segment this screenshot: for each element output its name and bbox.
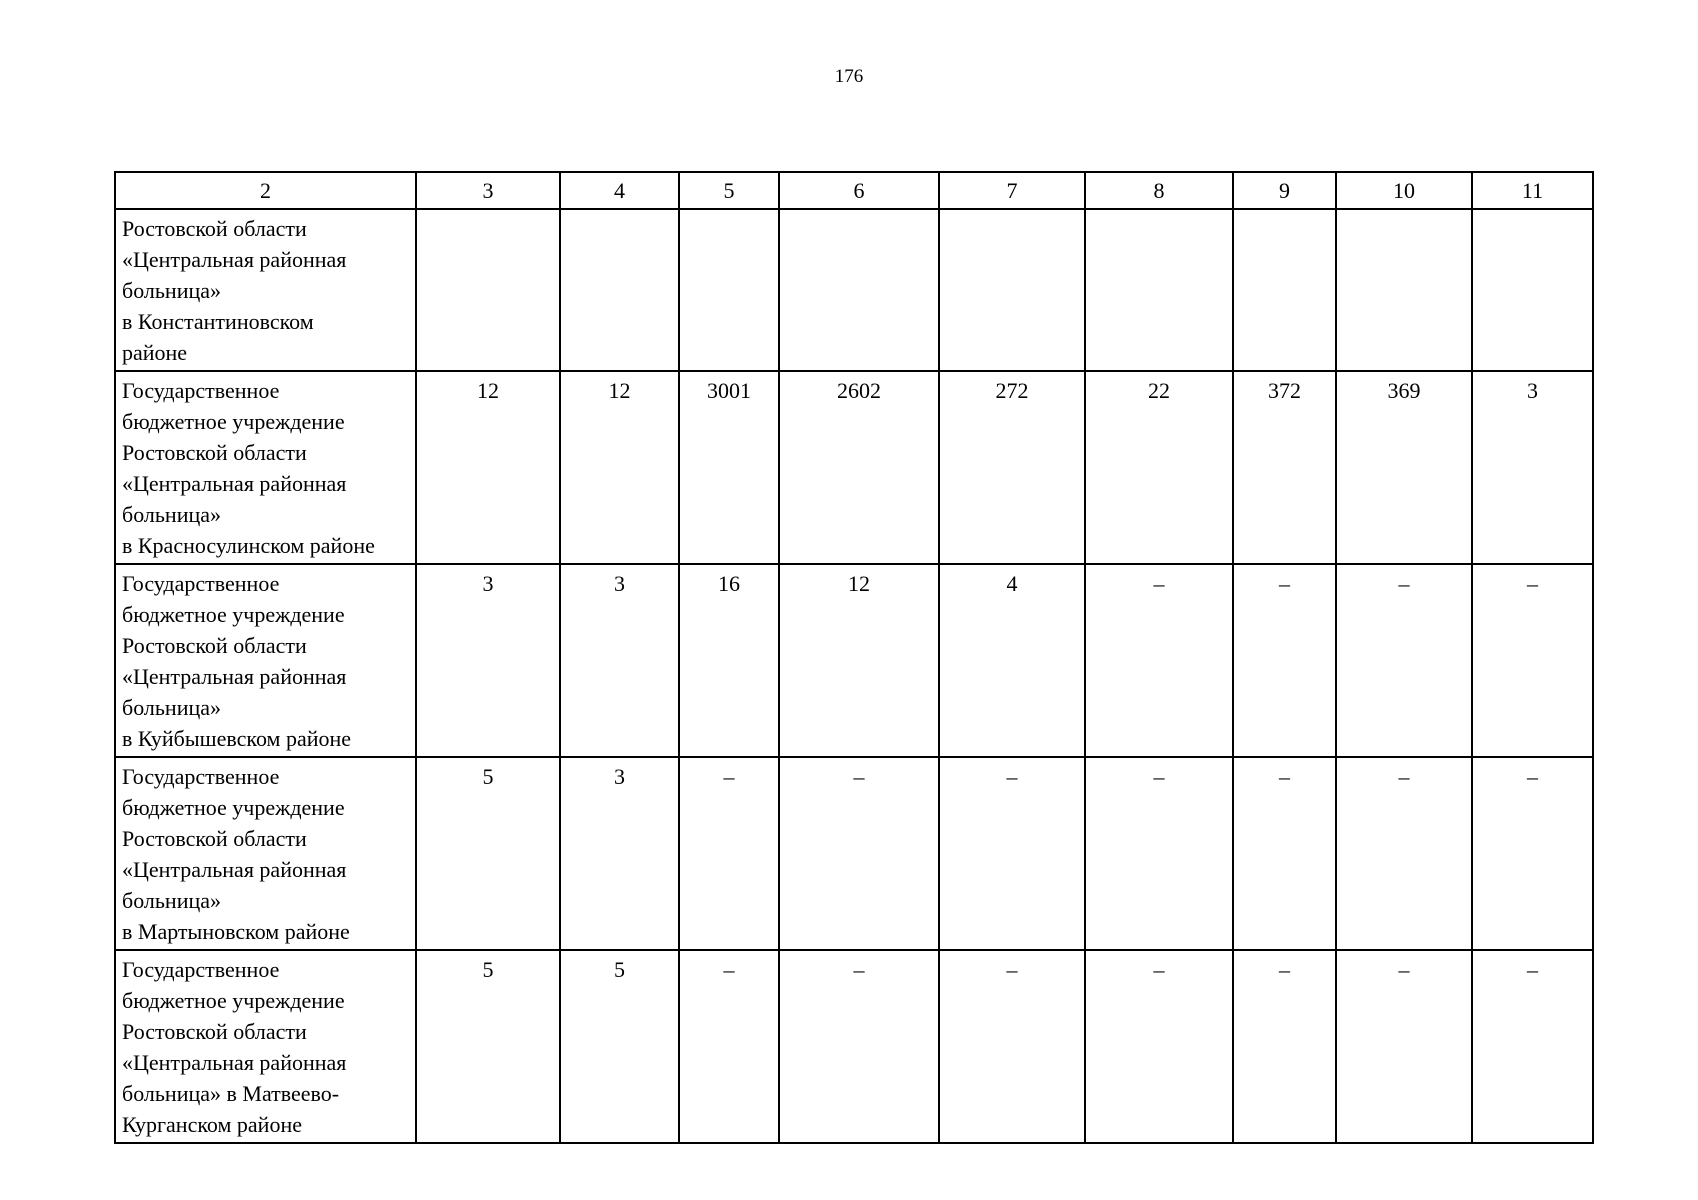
value-cell: – — [1085, 950, 1233, 1143]
table-row — [115, 950, 1593, 1143]
value-cell: 5 — [560, 950, 679, 1143]
value-cell: 16 — [679, 564, 779, 757]
value-cell: – — [1336, 564, 1472, 757]
value-cell: – — [1085, 757, 1233, 950]
value-cell: – — [1336, 950, 1472, 1143]
value-cell — [939, 209, 1085, 371]
column-header: 6 — [779, 172, 939, 209]
value-cell: – — [779, 757, 939, 950]
table-row — [115, 564, 1593, 757]
value-cell — [779, 209, 939, 371]
value-cell: 12 — [416, 371, 560, 564]
value-cell: – — [1472, 564, 1593, 757]
institution-name-cell: Ростовской области «Центральная районная больница» в Константиновском районе — [115, 209, 416, 371]
value-cell: – — [1336, 757, 1472, 950]
value-cell — [416, 209, 560, 371]
value-cell: 369 — [1336, 371, 1472, 564]
column-header: 8 — [1085, 172, 1233, 209]
column-header: 11 — [1472, 172, 1593, 209]
value-cell: – — [1233, 757, 1336, 950]
value-cell: 12 — [779, 564, 939, 757]
value-cell: – — [679, 757, 779, 950]
value-cell — [1085, 209, 1233, 371]
value-cell: – — [679, 950, 779, 1143]
column-header: 3 — [416, 172, 560, 209]
value-cell: 3 — [1472, 371, 1593, 564]
data-table — [114, 171, 1594, 1144]
column-header: 2 — [115, 172, 416, 209]
value-cell: – — [939, 950, 1085, 1143]
value-cell: 22 — [1085, 371, 1233, 564]
value-cell: 5 — [416, 757, 560, 950]
table-header-row — [115, 172, 1593, 209]
value-cell: – — [1472, 950, 1593, 1143]
value-cell: – — [1472, 757, 1593, 950]
column-header: 9 — [1233, 172, 1336, 209]
institution-name-cell: Государственное бюджетное учреждение Ростовской области «Центральная районная больница» в Красносулинском районе — [115, 371, 416, 564]
value-cell: 12 — [560, 371, 679, 564]
value-cell: – — [1085, 564, 1233, 757]
column-header: 5 — [679, 172, 779, 209]
value-cell: 3 — [560, 757, 679, 950]
value-cell: 2602 — [779, 371, 939, 564]
column-header: 4 — [560, 172, 679, 209]
value-cell — [1472, 209, 1593, 371]
value-cell: 3 — [560, 564, 679, 757]
value-cell: 4 — [939, 564, 1085, 757]
value-cell: – — [939, 757, 1085, 950]
column-header: 7 — [939, 172, 1085, 209]
value-cell: – — [1233, 950, 1336, 1143]
value-cell: 5 — [416, 950, 560, 1143]
page-number: 176 — [834, 66, 864, 87]
institution-name-cell: Государственное бюджетное учреждение Ростовской области «Центральная районная больница» в Матвеево- Курганском районе — [115, 950, 416, 1143]
value-cell — [679, 209, 779, 371]
value-cell: – — [779, 950, 939, 1143]
institution-name-cell: Государственное бюджетное учреждение Ростовской области «Центральная районная больница» в Мартыновском районе — [115, 757, 416, 950]
value-cell: 272 — [939, 371, 1085, 564]
value-cell: 3 — [416, 564, 560, 757]
institution-name-cell: Государственное бюджетное учреждение Ростовской области «Центральная районная больница» в Куйбышевском районе — [115, 564, 416, 757]
value-cell: – — [1233, 564, 1336, 757]
value-cell — [560, 209, 679, 371]
value-cell — [1233, 209, 1336, 371]
table-row — [115, 209, 1593, 371]
table-row — [115, 757, 1593, 950]
value-cell: 372 — [1233, 371, 1336, 564]
column-header: 10 — [1336, 172, 1472, 209]
value-cell: 3001 — [679, 371, 779, 564]
value-cell — [1336, 209, 1472, 371]
table-row — [115, 371, 1593, 564]
